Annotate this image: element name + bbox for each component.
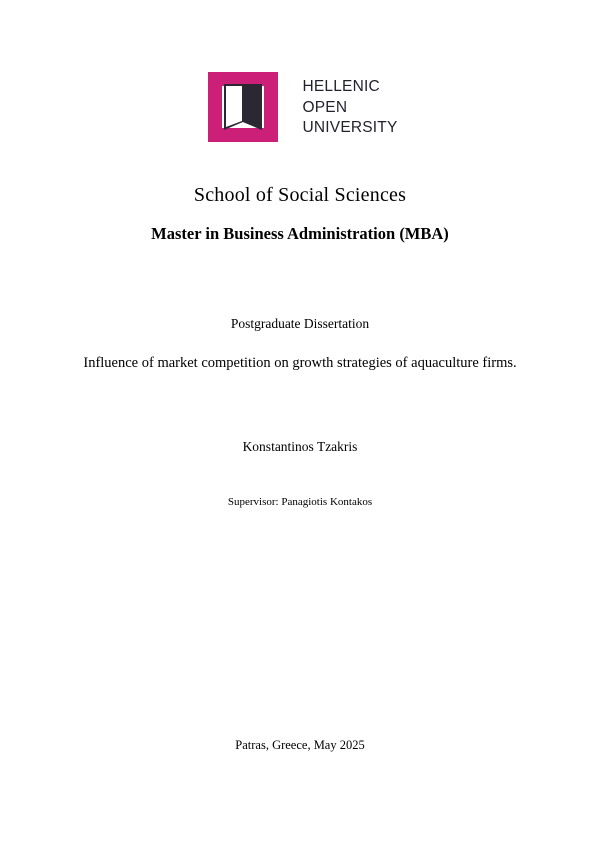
supervisor-name: Supervisor: Panagiotis Kontakos: [227, 496, 373, 508]
logo-line-3: UNIVERSITY: [302, 119, 398, 137]
place-and-date: Patras, Greece, May 2025: [235, 738, 365, 752]
logo-line-1: HELLENIC: [302, 78, 380, 96]
hellenic-open-university-logo-icon: [202, 66, 288, 148]
university-logo: [0, 66, 600, 148]
logo-wordmark: [302, 75, 397, 138]
dissertation-title: Influence of market competition on growth strategies of aquaculture firms.: [83, 355, 517, 371]
author-name: Konstantinos Tzakris: [242, 439, 358, 454]
school-name: School of Social Sciences: [193, 184, 407, 206]
document-type: Postgraduate Dissertation: [230, 316, 370, 331]
programme-name: Master in Business Administration (MBA): [151, 224, 449, 243]
logo-line-2: OPEN: [302, 98, 348, 116]
